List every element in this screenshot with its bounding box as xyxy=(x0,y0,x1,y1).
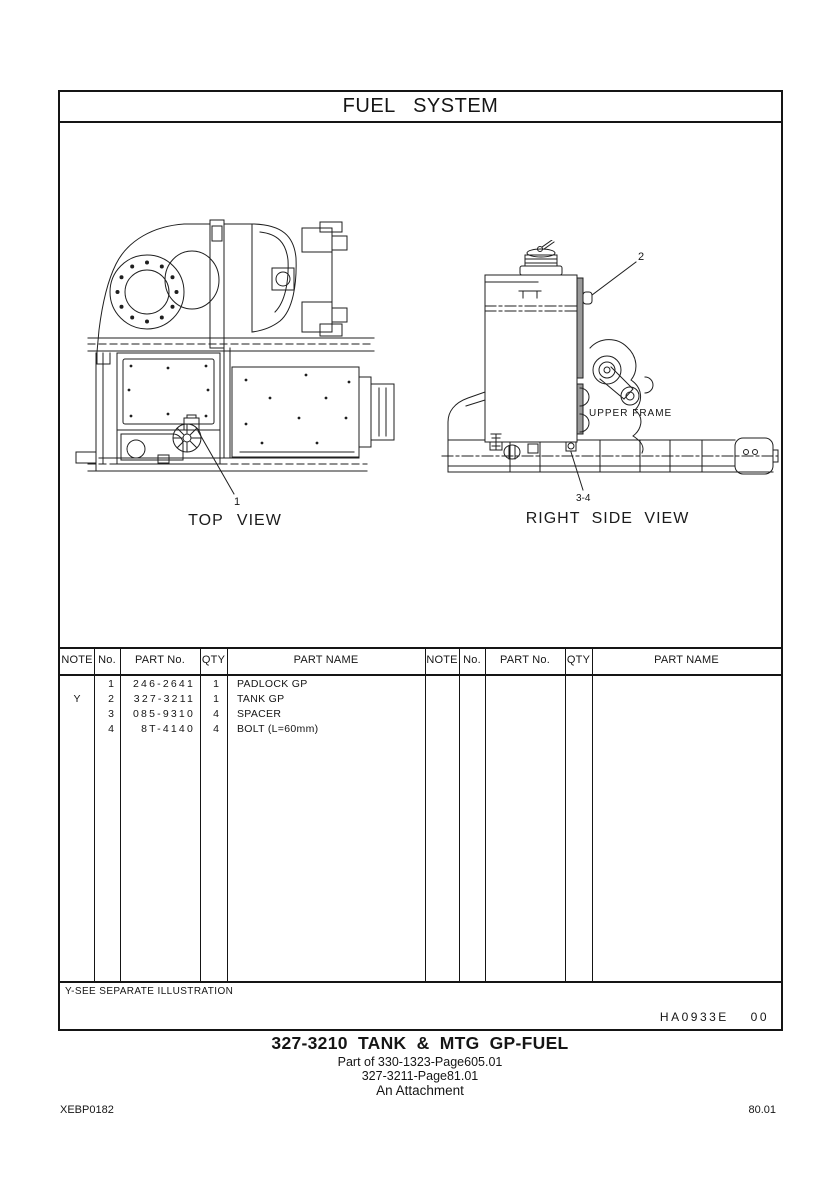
row-note xyxy=(60,707,94,722)
col-header-part-no-2: PART No. xyxy=(500,654,550,666)
callout-2: 2 xyxy=(638,251,645,263)
top-view-label: TOP VIEW xyxy=(188,512,282,529)
footnote: Y-SEE SEPARATE ILLUSTRATION xyxy=(65,986,234,997)
table-row xyxy=(60,707,781,722)
col-header-part-name-2: PART NAME xyxy=(654,654,719,666)
row-no: 4 xyxy=(108,722,114,735)
table-header-line xyxy=(60,674,781,676)
col-header-note: NOTE xyxy=(61,654,93,666)
top-view-drawing xyxy=(74,212,404,512)
doc-code-value: HA0933E xyxy=(659,1010,729,1024)
caption-block xyxy=(0,1034,840,1098)
sheet-title-box xyxy=(60,92,781,123)
row-part-name: SPACER xyxy=(237,707,282,720)
top-view-linework xyxy=(76,220,394,494)
col-header-no: No. xyxy=(98,654,116,666)
caption-attachment: An Attachment xyxy=(376,1082,464,1098)
caption-title: 327-3210 TANK & MTG GP-FUEL xyxy=(271,1033,569,1053)
row-qty: 1 xyxy=(213,692,219,705)
right-side-view-linework xyxy=(442,240,778,490)
parts-table-header xyxy=(60,647,781,674)
caption-part-of: Part of 330-1323-Page605.01 xyxy=(337,1054,503,1069)
caption-page-ref: 327-3211-Page81.01 xyxy=(361,1068,479,1083)
right-side-view-drawing xyxy=(440,240,780,530)
row-note xyxy=(60,677,94,692)
table-row xyxy=(60,722,781,737)
row-no: 2 xyxy=(108,692,114,705)
col-header-no-2: No. xyxy=(463,654,481,666)
col-header-part-no: PART No. xyxy=(135,654,185,666)
form-number: XEBP0182 xyxy=(60,1104,114,1116)
col-header-qty-2: QTY xyxy=(566,654,591,666)
row-part-name: BOLT (L=60mm) xyxy=(237,722,319,735)
row-note: Y xyxy=(73,692,81,705)
page-number: 80.01 xyxy=(748,1104,776,1116)
row-no: 1 xyxy=(108,677,114,690)
sheet-title: FUEL SYSTEM xyxy=(342,95,499,117)
doc-code xyxy=(660,1010,769,1024)
col-header-note-2: NOTE xyxy=(426,654,458,666)
row-no: 3 xyxy=(108,707,114,720)
row-part-name: PADLOCK GP xyxy=(237,677,308,690)
col-header-part-name: PART NAME xyxy=(293,654,359,666)
callout-3-4: 3-4 xyxy=(576,493,591,504)
table-row xyxy=(60,677,781,692)
table-bottom-line xyxy=(60,981,781,983)
row-part-no: 8T-4140 xyxy=(141,722,195,735)
row-part-no: 246-2641 xyxy=(133,677,195,690)
right-side-view-label: RIGHT SIDE VIEW xyxy=(525,510,690,527)
row-part-name: TANK GP xyxy=(237,692,285,705)
row-qty: 4 xyxy=(213,722,219,735)
row-qty: 1 xyxy=(213,677,219,690)
doc-revision: 00 xyxy=(750,1010,769,1024)
row-note xyxy=(60,722,94,737)
row-qty: 4 xyxy=(213,707,219,720)
table-row xyxy=(60,692,781,707)
callout-1: 1 xyxy=(234,496,241,508)
upper-frame-annotation: UPPER FRAME xyxy=(589,408,673,419)
row-part-no: 085-9310 xyxy=(133,707,195,720)
drawing-sheet-frame xyxy=(58,90,783,1031)
row-part-no: 327-3211 xyxy=(133,692,195,705)
col-header-qty: QTY xyxy=(201,654,226,666)
